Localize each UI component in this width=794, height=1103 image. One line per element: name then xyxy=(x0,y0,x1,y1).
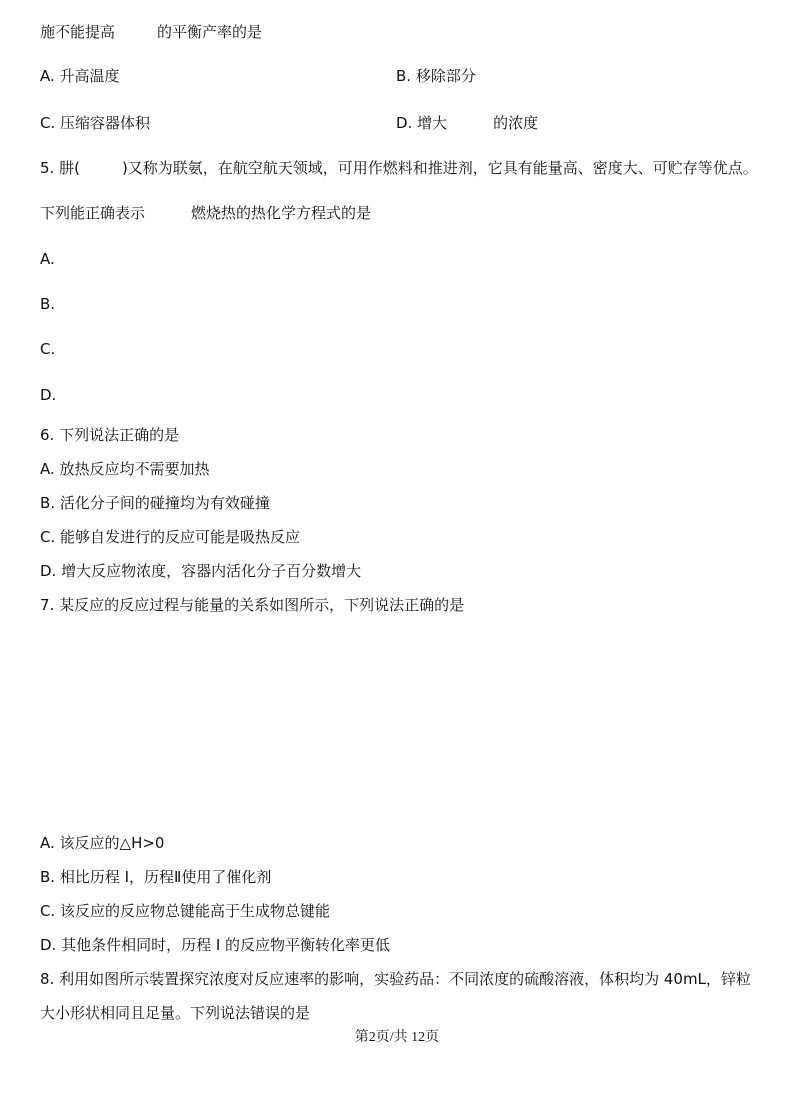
q7-option-b: B. 相比历程 I，历程Ⅱ使用了催化剂 xyxy=(40,868,272,886)
q4-option-d-part2: 的浓度 xyxy=(493,114,539,132)
q5-stem-line2-part2: 燃烧热的热化学方程式的是 xyxy=(191,204,372,222)
q5-option-a: A. xyxy=(40,250,55,268)
page-footer: 第2页/共 12页 xyxy=(354,1030,440,1045)
q4-stem xyxy=(40,22,262,42)
q8-stem-line1: 8. 利用如图所示装置探究浓度对反应速率的影响，实验药品：不同浓度的硫酸溶液，体积均为 40mL，锌粒 xyxy=(40,970,751,988)
q4-stem-part2: 的平衡产率的是 xyxy=(157,23,263,41)
q4-stem-part1: 施不能提高 xyxy=(40,23,116,41)
q5-stem-part1: 5. 肼( xyxy=(40,159,80,177)
q4-option-d-part1: D. 增大 xyxy=(396,114,448,132)
q5-option-d: D. xyxy=(40,386,57,404)
q4-option-d xyxy=(396,113,538,133)
q7-option-c: C. 该反应的反应物总键能高于生成物总键能 xyxy=(40,902,331,920)
q6-option-c: C. 能够自发进行的反应可能是吸热反应 xyxy=(40,528,301,546)
q6-stem: 6. 下列说法正确的是 xyxy=(40,426,180,444)
q5-option-b: B. xyxy=(40,295,56,313)
q5-stem-line1 xyxy=(40,158,758,178)
q7-energy-diagram-area xyxy=(40,625,750,825)
q4-option-a: A. 升高温度 xyxy=(40,67,120,85)
q6-option-d: D. 增大反应物浓度，容器内活化分子百分数增大 xyxy=(40,562,362,580)
q5-stem-line2-part1: 下列能正确表示 xyxy=(40,204,146,222)
q6-option-b: B. 活化分子间的碰撞均为有效碰撞 xyxy=(40,494,270,512)
q5-stem-line2 xyxy=(40,203,371,223)
q4-option-c: C. 压缩容器体积 xyxy=(40,114,151,132)
q5-option-c: C. xyxy=(40,340,56,358)
q4-option-b: B. 移除部分 xyxy=(396,67,476,85)
q8-stem-line2: 大小形状相同且足量。下列说法错误的是 xyxy=(40,1004,311,1022)
q7-option-a: A. 该反应的△H>0 xyxy=(40,834,165,852)
q7-stem: 7. 某反应的反应过程与能量的关系如图所示，下列说法正确的是 xyxy=(40,596,465,614)
q5-stem-part2: )又称为联氨，在航空航天领域，可用作燃料和推进剂，它具有能量高、密度大、可贮存等优点。 xyxy=(121,159,758,177)
q7-option-d: D. 其他条件相同时，历程 I 的反应物平衡转化率更低 xyxy=(40,936,391,954)
q6-option-a: A. 放热反应均不需要加热 xyxy=(40,460,210,478)
